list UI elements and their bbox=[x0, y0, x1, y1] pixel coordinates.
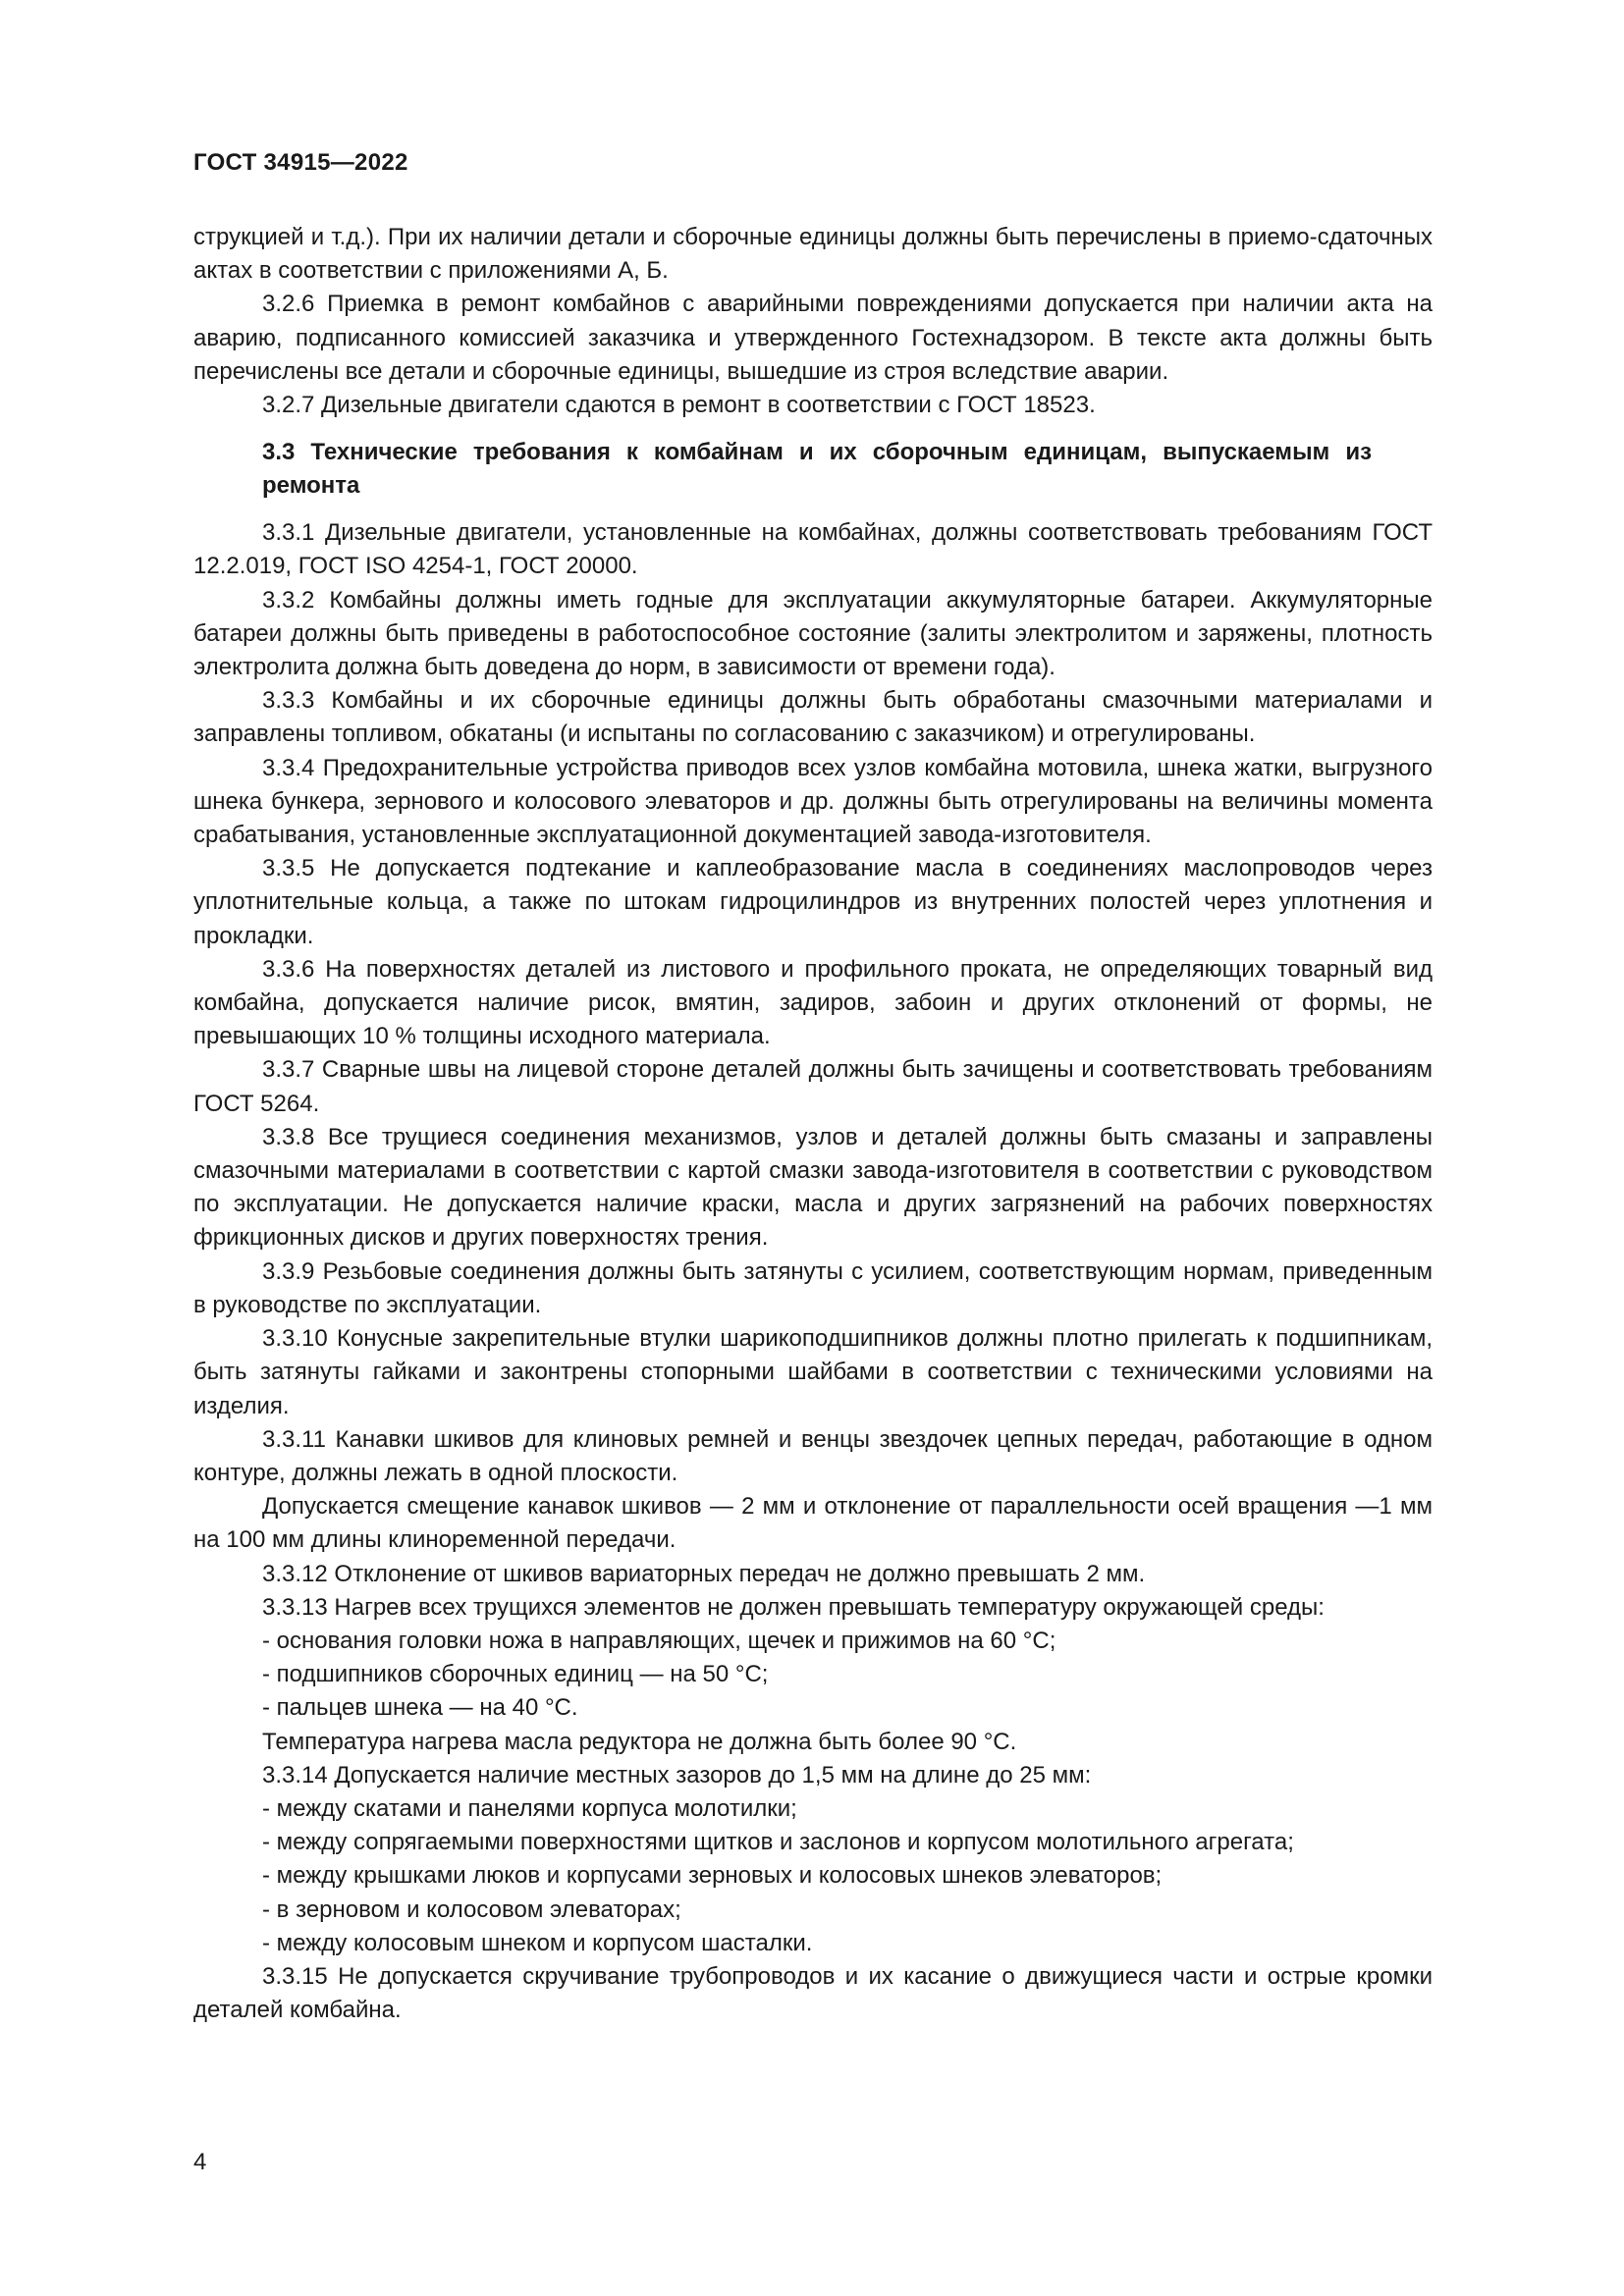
list-item: - пальцев шнека — на 40 °C. bbox=[262, 1694, 578, 1722]
list-item: - между колосовым шнеком и корпусом шасталки. bbox=[262, 1929, 813, 1956]
list-item: - между крышками люков и корпусами зерновых и колосовых шнеков элеваторов; bbox=[262, 1862, 1163, 1890]
paragraph-3-3-12: 3.3.12 Отклонение от шкивов вариаторных передач не должно превышать 2 мм. bbox=[262, 1560, 1146, 1587]
paragraph-3-3-13: 3.3.13 Нагрев всех трущихся элементов не должен превышать температуру окружающей среды: bbox=[262, 1593, 1325, 1621]
paragraph-3-3-8: 3.3.8 Все трущиеся соединения механизмов, узлов и деталей должны быть смазаны и заправлены смазочными материалами в соответствии с картой смазки завода-изготовителя в соответствии с руководством по эксплуатации. Не допускается наличие краски, масла и других загрязнений на рабочих поверхностях фрикционных дисков и других поверхностях трения. bbox=[193, 1123, 1433, 1252]
document-header: ГОСТ 34915—2022 bbox=[193, 149, 408, 176]
section-heading-3-3: 3.3 Технические требования к комбайнам и их сборочным единицам, выпускаемым из ремонта bbox=[262, 439, 1372, 500]
paragraph-3-3-11: 3.3.11 Канавки шкивов для клиновых ремней и венцы звездочек цепных передач, работающие в одном контуре, должны лежать в одной плоскости. bbox=[193, 1425, 1433, 1486]
list-item: - между скатами и панелями корпуса молотилки; bbox=[262, 1794, 797, 1822]
paragraph-3-3-5: 3.3.5 Не допускается подтекание и каплеобразование масла в соединениях маслопроводов через уплотнительные кольца, а также по штокам гидроцилиндров из внутренних полостей через уплотнения и прокладки. bbox=[193, 855, 1433, 949]
list-item: - подшипников сборочных единиц — на 50 °C; bbox=[262, 1661, 769, 1688]
paragraph-3-2-6: 3.2.6 Приемка в ремонт комбайнов с аварийными повреждениями допускается при наличии акта на аварию, подписанного комиссией заказчика и утвержденного Гостехнадзором. В тексте акта должны быть перечислены все детали и сборочные единицы, вышедшие из строя вследствие аварии. bbox=[193, 291, 1433, 385]
paragraph-3-3-3: 3.3.3 Комбайны и их сборочные единицы должны быть обработаны смазочными материалами и заправлены топливом, обкатаны (и испытаны по согласованию с заказчиком) и отрегулированы. bbox=[193, 687, 1433, 748]
paragraph-3-3-1: 3.3.1 Дизельные двигатели, установленные на комбайнах, должны соответствовать требованиям ГОСТ 12.2.019, ГОСТ ISO 4254-1, ГОСТ 20000. bbox=[193, 519, 1433, 580]
paragraph-3-3-9: 3.3.9 Резьбовые соединения должны быть затянуты с усилием, соответствующим нормам, приведенным в руководстве по эксплуатации. bbox=[193, 1257, 1433, 1318]
list-item: - в зерновом и колосовом элеваторах; bbox=[262, 1896, 681, 1923]
paragraph-oil-temperature: Температура нагрева масла редуктора не должна быть более 90 °C. bbox=[262, 1728, 1017, 1755]
paragraph-continuation: струкцией и т.д.). При их наличии детали и сборочные единицы должны быть перечислены в приемо-сдаточных актах в соответствии с приложениями А, Б. bbox=[193, 224, 1433, 285]
paragraph-3-3-10: 3.3.10 Конусные закрепительные втулки шарикоподшипников должны плотно прилегать к подшипникам, быть затянуты гайками и законтрены стопорными шайбами в соответствии с техническими условиями на изделия. bbox=[193, 1325, 1433, 1419]
paragraph-3-3-6: 3.3.6 На поверхностях деталей из листового и профильного проката, не определяющих товарный вид комбайна, допускается наличие рисок, вмятин, задиров, забоин и других отклонений от формы, не превышающих 10 % толщины исходного материала. bbox=[193, 955, 1433, 1050]
paragraph-3-3-4: 3.3.4 Предохранительные устройства приводов всех узлов комбайна мотовила, шнека жатки, выгрузного шнека бункера, зернового и колосового элеваторов и др. должны быть отрегулированы на величины момента срабатывания, установленные эксплуатационной документацией завода-изготовителя. bbox=[193, 754, 1433, 849]
paragraph-3-3-15: 3.3.15 Не допускается скручивание трубопроводов и их касание о движущиеся части и острые кромки деталей комбайна. bbox=[193, 1962, 1433, 2024]
list-item: - основания головки ножа в направляющих, щечек и прижимов на 60 °C; bbox=[262, 1627, 1056, 1654]
paragraph-3-2-7: 3.2.7 Дизельные двигатели сдаются в ремонт в соответствии с ГОСТ 18523. bbox=[262, 392, 1096, 419]
document-body bbox=[193, 221, 1433, 2027]
paragraph-3-3-2: 3.3.2 Комбайны должны иметь годные для эксплуатации аккумуляторные батареи. Аккумуляторные батареи должны быть приведены в работоспособное состояние (залиты электролитом и заряжены, плотность электролита должна быть доведена до норм, в зависимости от времени года). bbox=[193, 586, 1433, 681]
list-item: - между сопрягаемыми поверхностями щитков и заслонов и корпусом молотильного агрегата; bbox=[262, 1829, 1294, 1856]
paragraph-3-3-7: 3.3.7 Сварные швы на лицевой стороне деталей должны быть зачищены и соответствовать требованиям ГОСТ 5264. bbox=[193, 1056, 1433, 1117]
paragraph-3-3-11-note: Допускается смещение канавок шкивов — 2 мм и отклонение от параллельности осей вращения —1 мм на 100 мм длины клиноременной передачи. bbox=[193, 1493, 1433, 1554]
paragraph-3-3-14: 3.3.14 Допускается наличие местных зазоров до 1,5 мм на длине до 25 мм: bbox=[262, 1761, 1092, 1789]
page-number: 4 bbox=[193, 2149, 207, 2175]
